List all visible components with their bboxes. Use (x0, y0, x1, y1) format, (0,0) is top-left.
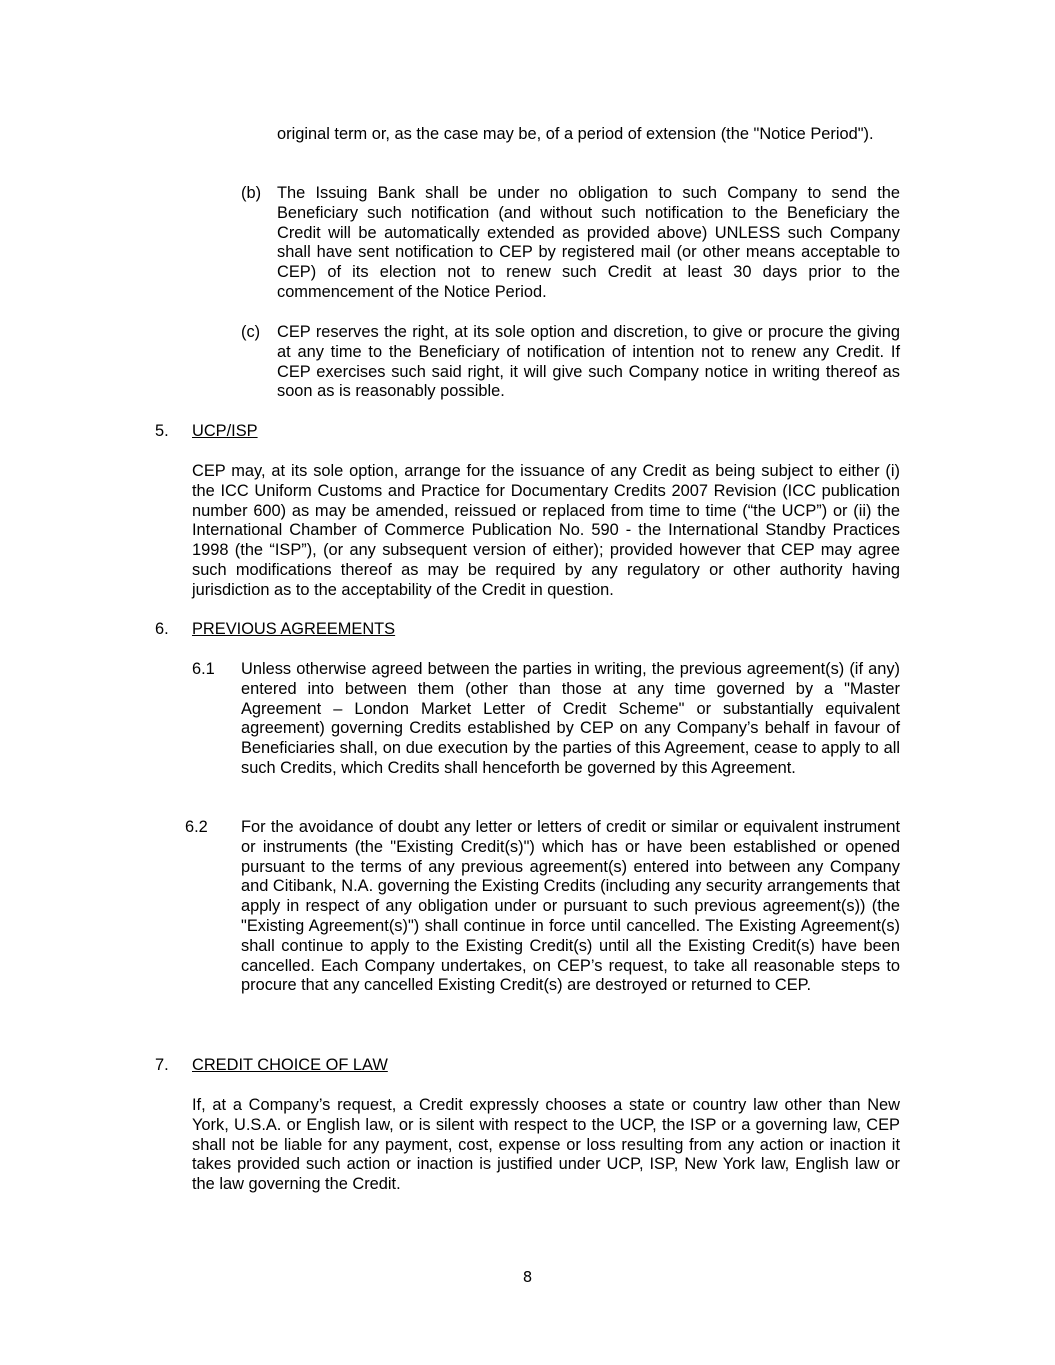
item-b-label: (b) (241, 184, 262, 202)
item-6-1-text: Unless otherwise agreed between the parties in writing, the previous agreement(s) (if any) entered into between them (other than those at any time governed by a "Master Agreement – London Market Letter of Credit Scheme" or substantially equivalent agreement) governing Credits established by CEP on any Company’s behalf in favour of Beneficiaries shall, on due execution by the parties of this Agreement, cease to apply to all such Credits, which Credits shall henceforth be governed by this Agreement. (241, 660, 900, 777)
item-c-label: (c) (241, 323, 261, 341)
section-5-number: 5. (155, 422, 169, 440)
page-number: 8 (522, 1268, 533, 1286)
section-6-heading: PREVIOUS AGREEMENTS (192, 620, 396, 638)
item-c-text: CEP reserves the right, at its sole option and discretion, to give or procure the giving at any time to the Beneficiary of notification of intention not to renew any Credit. If CEP exercises such said right, it will give such Company notice in writing thereof as soon as is reasonably possible. (277, 323, 900, 401)
continuation-paragraph: original term or, as the case may be, of a period of extension (the "Notice Period"). (277, 125, 874, 143)
section-7-number: 7. (155, 1056, 169, 1074)
section-7-heading: CREDIT CHOICE OF LAW (192, 1056, 388, 1074)
item-6-2-text: For the avoidance of doubt any letter or letters of credit or similar or equivalent instrument or instruments (the "Existing Credit(s)") which has or have been established or opened pursuant to the terms of any previous agreement(s) entered into between any Company and Citibank, N.A. governing the Existing Credits (including any security arrangements that apply in respect of any obligation under or pursuant to such previous agreement(s)) (the "Existing Agreement(s)") shall continue in force until cancelled. The Existing Agreement(s) shall continue to apply to the Existing Credit(s) until all the Existing Credit(s) have been cancelled. Each Company undertakes, on CEP’s request, to take all reasonable steps to procure that any cancelled Existing Credit(s) are destroyed or returned to CEP. (241, 818, 900, 995)
section-7-body: If, at a Company’s request, a Credit expressly chooses a state or country law other than New York, U.S.A. or English law, or is silent with respect to the UCP, the ISP or a governing law, CEP shall not be liable for any payment, cost, expense or loss resulting from any action or inaction it takes provided such action or inaction is justified under UCP, ISP, New York law, English law or the law governing the Credit. (192, 1096, 900, 1194)
item-6-1-label: 6.1 (192, 660, 215, 678)
section-6-number: 6. (155, 620, 169, 638)
section-5-body: CEP may, at its sole option, arrange for the issuance of any Credit as being subject to either (i) the ICC Uniform Customs and Practice for Documentary Credits 2007 Revision (ICC publication number 600) as may be amended, reissued or replaced from time to time (“the UCP”) or (ii) the International Chamber of Commerce Publication No. 590 - the International Standby Practices 1998 (the “ISP”), (or any subsequent version of either); provided however that CEP may agree such modifications thereof as may be required by any regulatory or other authority having jurisdiction as to the acceptability of the Credit in question. (192, 462, 900, 599)
item-b-text: The Issuing Bank shall be under no obligation to such Company to send the Beneficiary such notification (and without such notification to the Beneficiary the Credit will be automatically extended as provided above) UNLESS such Company shall have sent notification to CEP by registered mail (or other means acceptable to CEP) of its election not to renew such Credit at least 30 days prior to the commencement of the Notice Period. (277, 184, 900, 301)
item-6-2-label: 6.2 (185, 818, 208, 836)
section-5-heading: UCP/ISP (192, 422, 258, 440)
